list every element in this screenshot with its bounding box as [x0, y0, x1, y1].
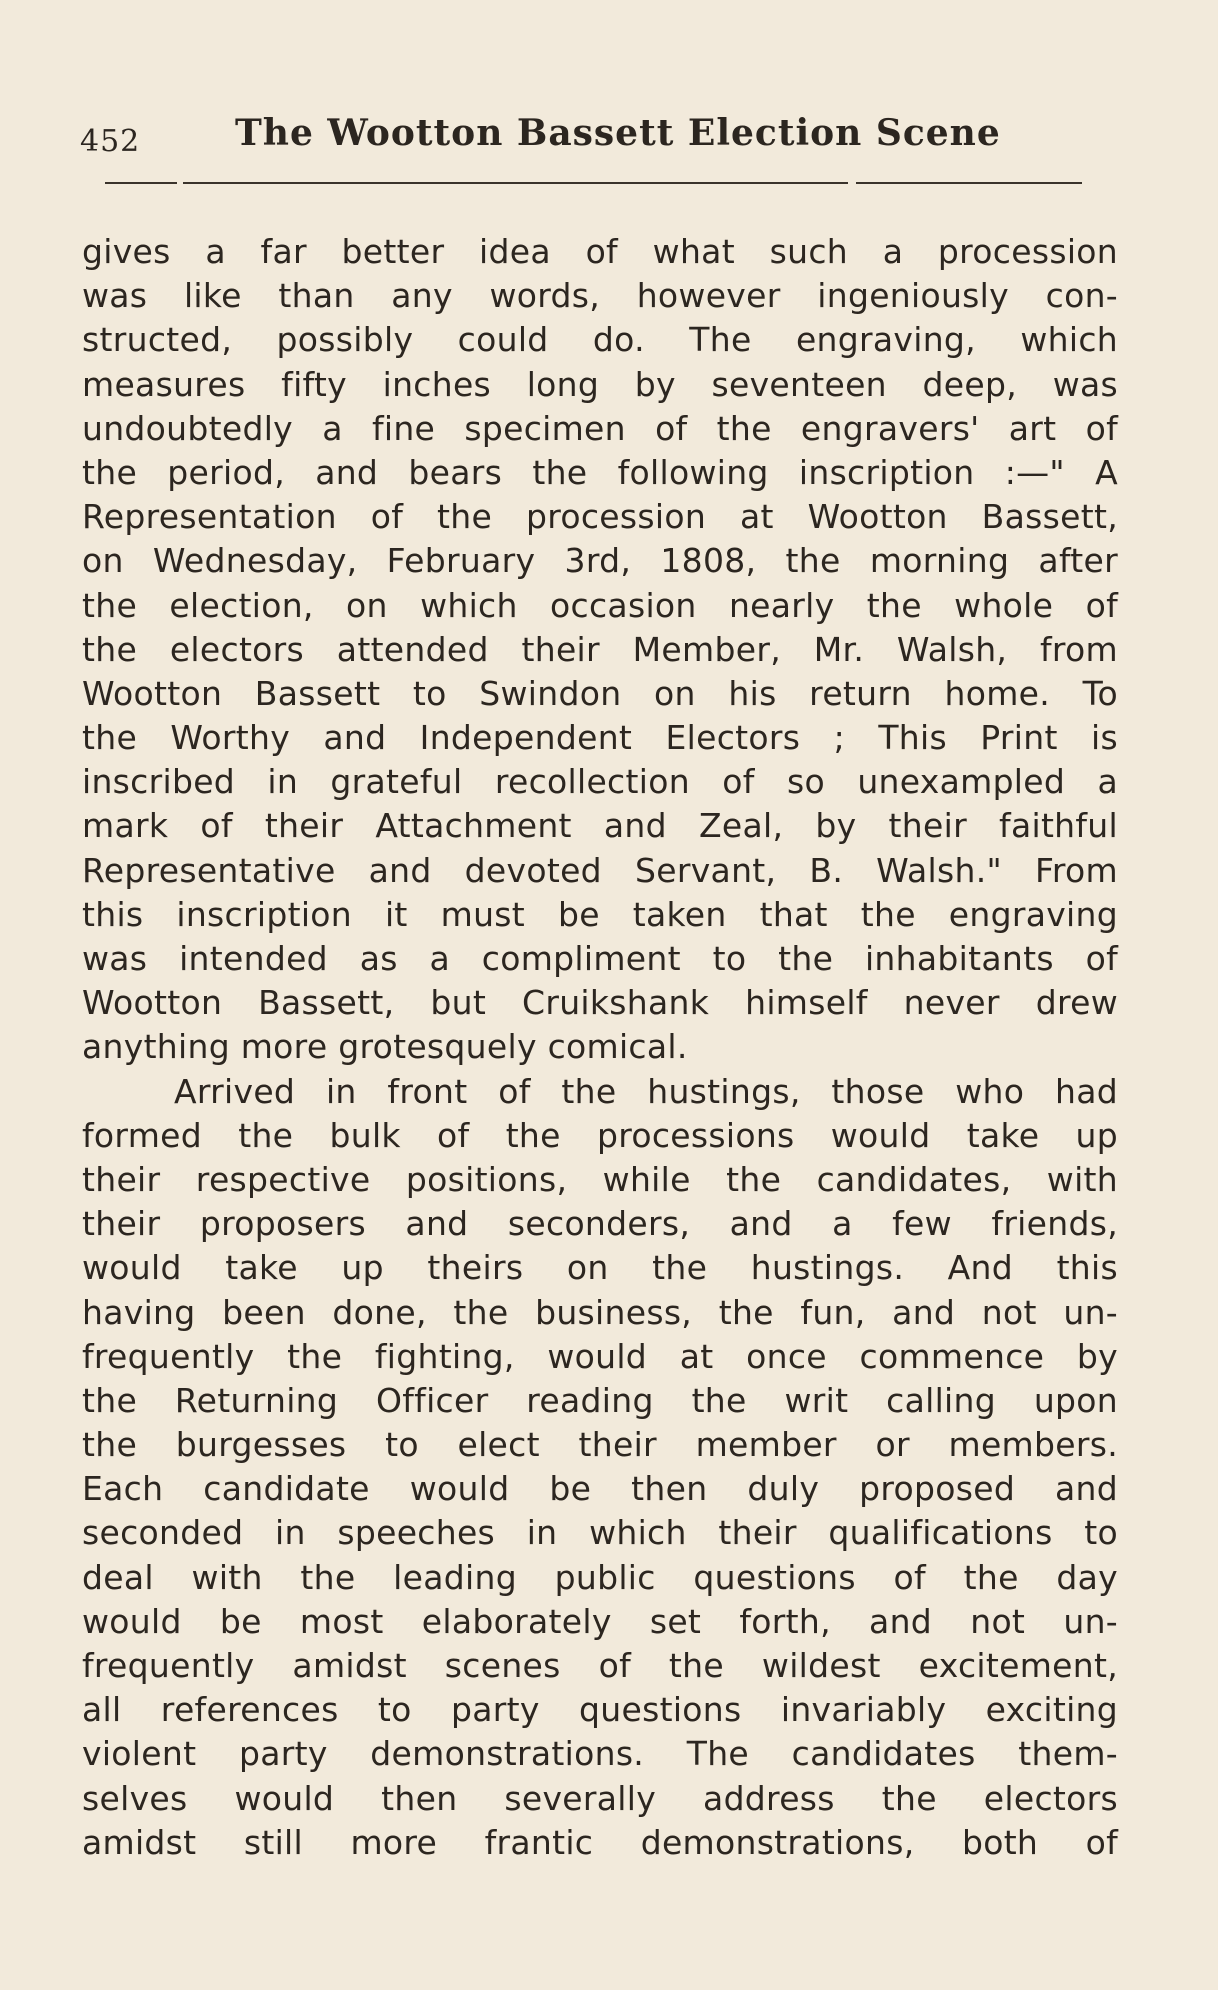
text-line: formed the bulk of the processions would take up	[82, 1115, 1118, 1155]
text-line: their respective positions, while the candidates, with	[82, 1159, 1118, 1199]
text-line: the Returning Officer reading the writ calling upon	[82, 1380, 1118, 1420]
header-rule-left	[105, 182, 177, 184]
body-text	[82, 230, 1118, 1865]
text-line: Representation of the procession at Wootton Bassett,	[82, 497, 1118, 537]
text-line: mark of their Attachment and Zeal, by their faithful	[82, 806, 1118, 846]
text-line: anything more grotesquely comical.	[82, 1027, 688, 1067]
text-line: the burgesses to elect their member or members.	[82, 1425, 1118, 1465]
text-line: would be most elaborately set forth, and not un-	[82, 1601, 1118, 1641]
text-line: frequently amidst scenes of the wildest excitement,	[82, 1646, 1118, 1685]
text-line: gives a far better idea of what such a procession	[82, 232, 1118, 271]
text-line: measures fifty inches long by seventeen deep, was	[82, 364, 1118, 404]
text-line: their proposers and seconders, and a few friends,	[82, 1204, 1118, 1244]
text-line: Wootton Bassett to Swindon on his return home. To	[82, 673, 1118, 713]
text-line: the Worthy and Independent Electors ; This Print is	[82, 718, 1118, 758]
header-rule-right	[856, 182, 1082, 184]
text-line: seconded in speeches in which their qualifications to	[82, 1513, 1118, 1553]
text-line: the period, and bears the following inscription :—" A	[82, 452, 1118, 492]
page-header	[80, 112, 1125, 162]
text-line: deal with the leading public questions of the day	[82, 1557, 1118, 1597]
text-line: amidst still more frantic demonstrations, both of	[82, 1822, 1118, 1862]
text-line: all references to party questions invariably exciting	[82, 1690, 1118, 1730]
text-line: Wootton Bassett, but Cruikshank himself never drew	[82, 983, 1118, 1023]
text-line: selves would then severally address the electors	[82, 1778, 1118, 1818]
text-line: this inscription it must be taken that the engraving	[82, 894, 1118, 934]
text-line: Each candidate would be then duly proposed and	[82, 1469, 1118, 1509]
text-line: was like than any words, however ingeniously con-	[82, 276, 1118, 316]
text-line: undoubtedly a fine specimen of the engravers' art of	[82, 408, 1118, 448]
text-line: violent party demonstrations. The candidates them-	[82, 1734, 1118, 1774]
text-line: structed, possibly could do. The engraving, which	[82, 320, 1118, 360]
text-line: frequently the fighting, would at once commence by	[82, 1336, 1118, 1376]
text-line: would take up theirs on the hustings. And this	[82, 1248, 1118, 1288]
text-line: was intended as a compliment to the inhabitants of	[82, 939, 1118, 978]
text-line: Representative and devoted Servant, B. Walsh." From	[82, 850, 1118, 890]
running-title: The Wootton Bassett Election Scene	[235, 112, 1001, 154]
text-line: having been done, the business, the fun, and not un-	[82, 1292, 1118, 1332]
header-rule-center	[183, 182, 848, 184]
text-line: the electors attended their Member, Mr. Walsh, from	[82, 629, 1118, 669]
text-line: the election, on which occasion nearly the whole of	[82, 585, 1118, 625]
text-line: Arrived in front of the hustings, those who had	[174, 1071, 1118, 1111]
page-number: 452	[80, 124, 141, 159]
text-line: inscribed in grateful recollection of so unexampled a	[82, 762, 1118, 802]
text-line: on Wednesday, February 3rd, 1808, the morning after	[82, 541, 1118, 581]
